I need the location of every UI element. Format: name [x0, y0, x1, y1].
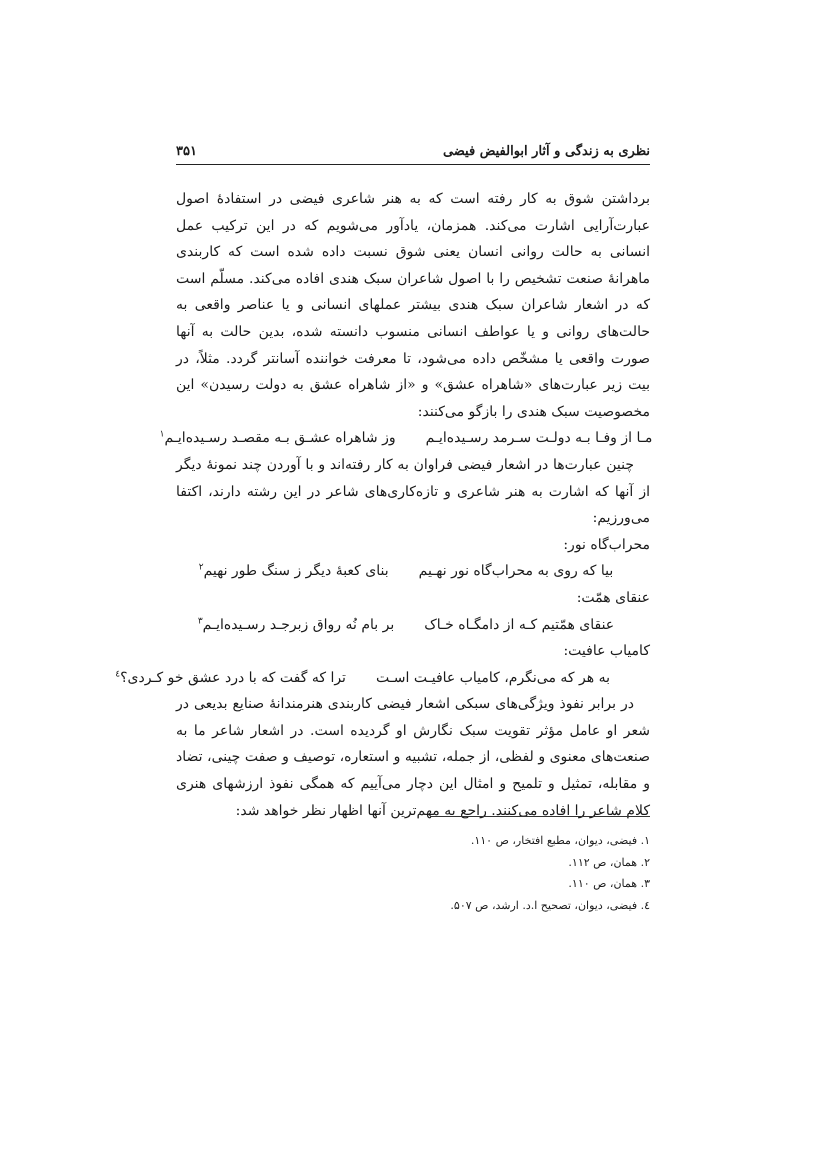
verse-3 — [176, 612, 650, 639]
paragraph-1: برداشتن شوق به کار رفته است که به هنر شاعری فیضی در استفادهٔ اصول عبارت‌آرایی اشارت می‌کند. همزمان، یادآور می‌شویم که در این ترکیب عمل انسانی به حالت روانی انسان یعنی شوق نسبت داده شده است که کاربندی ماهرانهٔ صنعت تشخیص را با اصول شاعران سبک هندی افاده می‌کند. مسلّم است که در اشعار شاعران سبک هندی بیشتر عملهای انسانی و یا عناصر واقعی به حالت‌های روانی و یا عواطف انسانی منسوب دانسته شده، بدین حالت به آنها صورت واقعی یا مشخّص داده می‌شود، تا معرفت خواننده آسانتر گردد. مثلاً، در بیت زیر عبارت‌های «شاهراه عشق» و «از شاهراه عشق به دولت رسیدن» این مخصوصیت سبک هندی را بازگو می‌کنند: — [176, 191, 650, 420]
footnote-3: ۳. همان، ص ۱۱۰. — [568, 877, 650, 890]
subheading-mihrabgah: محراب‌گاه نور: — [563, 536, 650, 553]
subheading-anqa: عنقای همّت: — [576, 589, 650, 606]
footnote-1: ۱. فیضی، دیوان، مطبع افتخار، ص ۱۱۰. — [470, 834, 650, 847]
verse-1-first-hemistich: مـا از وفـا بـه دولـت سـرمد رسـیده‌ایـم — [425, 430, 653, 447]
running-header — [176, 142, 650, 165]
subheading-kamyab: کامیاب عافیت: — [563, 643, 650, 660]
main-text — [115, 186, 653, 824]
verse-3-second-text: بر بام نُه رواق زبرجـد رسـیده‌ایـم — [202, 616, 395, 633]
verse-3-first-hemistich: عنقای همّتیم کـه از دامگـاه خـاک — [424, 616, 615, 633]
page-number: ۳۵۱ — [176, 144, 197, 159]
footnote-ref-4: ٤ — [115, 669, 121, 680]
verse-3-second-hemistich — [198, 612, 394, 639]
footnote-4: ٤. فیضی، دیوان، تصحیح ا.د. ارشد، ص ۵۰۷. — [450, 898, 650, 912]
verse-2-first-hemistich: بیا که روی به محراب‌گاه نور نهـیم — [418, 563, 614, 580]
footnote-2: ۲. همان، ص ۱۱۲. — [568, 855, 650, 869]
verse-1-second-hemistich — [160, 425, 396, 452]
footnote-ref-2: ۲ — [198, 562, 204, 573]
verse-2-second-hemistich — [199, 558, 389, 585]
verse-1 — [159, 425, 653, 452]
verse-4 — [115, 665, 650, 692]
paragraph-3: در برابر نفوذ ویژگی‌های سبکی اشعار فیضی کاربندی هنرمندانهٔ صنایع بدیعی در شعر او عامل مؤثر تقویت سبک نگارش او گردیده است. در اشعار شاعر ما به صنعت‌های معنوی و لفظی، از جمله، تشبیه و استعاره، توصیف و صفت چینی، تضاد و مقابله، تمثیل و تلمیح و امثال این دچار می‌آییم که همگی نفوذ ارزشهای هنری کلام شاعر را افاده می‌کنند. راجع به مهم‌ترین آنها اظهار نظر خواهد شد: — [176, 696, 650, 819]
verse-2 — [176, 558, 650, 585]
verse-2-second-text: بنای کعبهٔ دیگر ز سنگ طور نهیم — [203, 563, 389, 580]
footnote-separator — [430, 816, 650, 817]
verse-1-second-text: وز شاهراه عشـق بـه مقصـد رسـیده‌ایـم — [164, 430, 396, 447]
running-title: نظری به زندگی و آثار ابوالفیض فیضی — [442, 144, 650, 159]
verse-4-second-hemistich — [115, 665, 346, 692]
verse-4-first-hemistich: به هر که می‌نگرم، کامیاب عافیـت اسـت — [375, 669, 610, 686]
verse-4-second-text: ترا که گفت که با درد عشق خو کـردی؟ — [120, 669, 346, 686]
paragraph-2: چنین عبارت‌ها در اشعار فیضی فراوان به کار رفته‌اند و با آوردن چند نمونهٔ دیگر از آنها که اشارت به هنر شاعری و تازه‌کاری‌های شاعر در این رشته دارند، اکتفا می‌ورزیم: — [176, 456, 650, 527]
footnote-ref-1: ۱ — [159, 429, 165, 440]
footnote-ref-3: ۳ — [197, 615, 203, 626]
footnotes — [176, 830, 650, 916]
